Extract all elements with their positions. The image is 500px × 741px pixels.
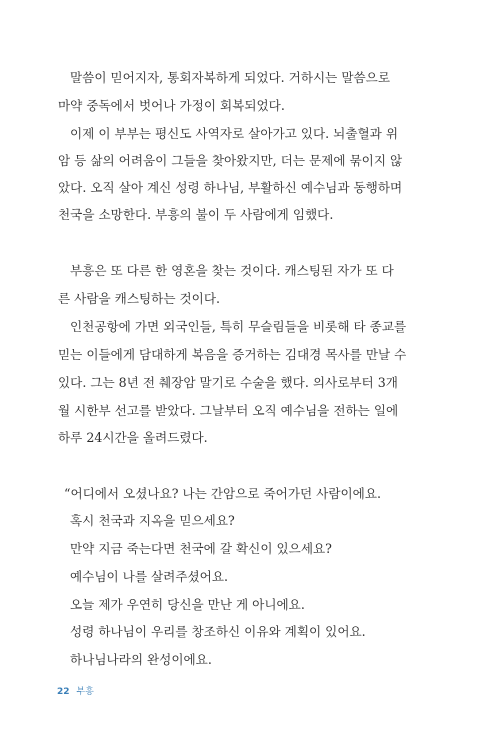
paragraph-2-line-4: 천국을 소망한다. 부흥의 불이 두 사람에게 임했다. — [58, 207, 334, 222]
quote-line-3: 만약 지금 죽는다면 천국에 갈 확신이 있으세요? — [70, 541, 332, 556]
paragraph-4-line-3: 있다. 그는 8년 전 췌장암 말기로 수술을 했다. 의사로부터 3개 — [58, 375, 398, 390]
running-title: 부흥 — [76, 687, 94, 697]
paragraph-4-line-5: 하루 24시간을 올려드렸다. — [58, 430, 208, 445]
paragraph-2-line-3: 았다. 오직 살아 계신 성령 하나님, 부활하신 예수님과 동행하며 — [58, 180, 403, 195]
quote-line-4: 예수님이 나를 살려주셨어요. — [70, 569, 228, 584]
quote-line-2: 혹시 천국과 지옥을 믿으세요? — [70, 513, 235, 528]
paragraph-4-line-2: 믿는 이들에게 담대하게 복음을 증거하는 김대경 목사를 만날 수 — [58, 347, 407, 362]
paragraph-4-line-4: 월 시한부 선고를 받았다. 그날부터 오직 예수님을 전하는 일에 — [58, 403, 399, 418]
page-footer — [57, 686, 94, 698]
quote-line-1: “어디에서 오셨나요? 나는 간암으로 죽어가던 사람이에요. — [64, 486, 382, 501]
quote-line-6: 성령 하나님이 우리를 창조하신 이유와 계획이 있어요. — [70, 624, 366, 639]
paragraph-3-line-2: 른 사람을 캐스팅하는 것이다. — [58, 291, 220, 306]
paragraph-1-line-1: 말씀이 믿어지자, 통회자복하게 되었다. 거하시는 말씀으로 — [70, 70, 390, 85]
paragraph-4-line-1: 인천공항에 가면 외국인들, 특히 무슬림들을 비롯해 타 종교를 — [70, 319, 407, 334]
paragraph-2-line-1: 이제 이 부부는 평신도 사역자로 살아가고 있다. 뇌출혈과 위 — [70, 126, 399, 141]
paragraph-1-line-2: 마약 중독에서 벗어나 가정이 회복되었다. — [58, 98, 285, 113]
paragraph-3-line-1: 부흥은 또 다른 한 영혼을 찾는 것이다. 캐스팅된 자가 또 다 — [70, 263, 394, 278]
quote-line-5: 오늘 제가 우연히 당신을 만난 게 아니에요. — [70, 597, 305, 612]
page-number: 22 — [57, 687, 70, 697]
paragraph-2-line-2: 암 등 삶의 어려움이 그들을 찾아왔지만, 더는 문제에 묶이지 않 — [58, 153, 403, 168]
quote-line-7: 하나님나라의 완성이에요. — [70, 652, 212, 667]
